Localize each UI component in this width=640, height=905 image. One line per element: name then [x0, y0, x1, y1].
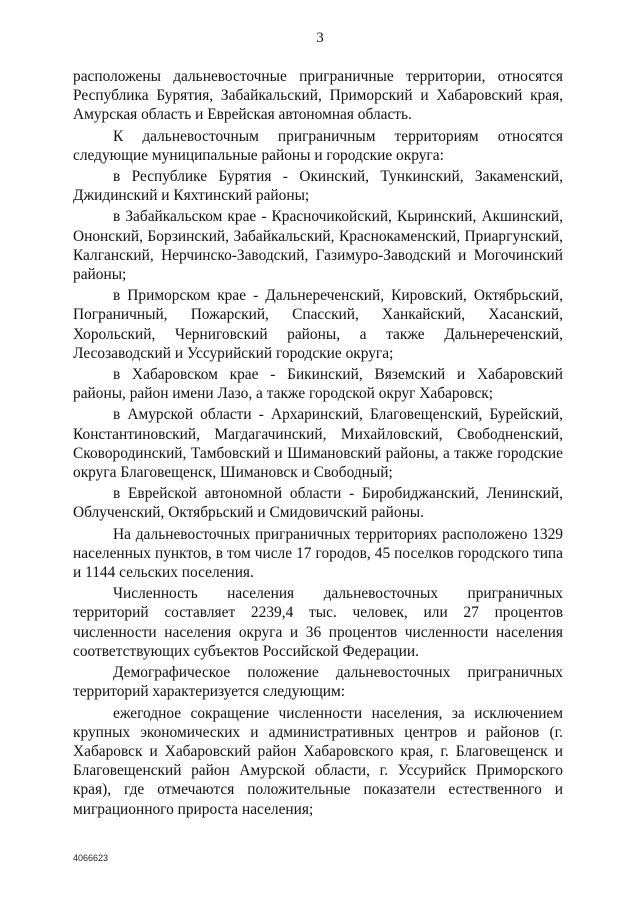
- paragraph-zabaikalsky: в Забайкальском крае - Красночикойский, Кыринский, Акшинский, Ононский, Борзинский, Забайкальский, Краснокаменский, Приаргунский, Калганский, Нерчинско-Заводский, Газимуро-Заводский и Могочинский районы;: [73, 208, 563, 284]
- paragraph-amur: в Амурской области - Архаринский, Благовещенский, Бурейский, Константиновский, Магдагачинский, Михайловский, Свободненский, Сковородинский, Тамбовский и Шимановский районы, а также городские округа Благовещенск, Шимановск и Свободный;: [73, 406, 563, 482]
- document-body: [73, 67, 563, 821]
- page-number: 3: [316, 30, 324, 46]
- paragraph-buryatia: в Республике Бурятия - Окинский, Тункинский, Закаменский, Джидинский и Кяхтинский районы;: [73, 168, 563, 205]
- paragraph-primorsky: в Приморском крае - Дальнереченский, Кировский, Октябрьский, Пограничный, Пожарский, Спасский, Ханкайский, Хасанский, Хорольский, Черниговский районы, а также Дальнереченский, Лесозаводский и Уссурийский городские округа;: [73, 287, 563, 362]
- paragraph-territories-intro: К дальневосточным приграничным территориям относятся следующие муниципальные районы и городские округа:: [73, 127, 563, 164]
- paragraph-settlements: На дальневосточных приграничных территориях расположено 1329 населенных пунктов, в том числе 17 городов, 45 поселков городского типа и 1144 сельских поселения.: [73, 525, 563, 582]
- paragraph-continuation: расположены дальневосточные приграничные территории, относятся Республика Бурятия, Забайкальский, Приморский и Хабаровский края, Амурская область и Еврейская автономная область.: [73, 68, 563, 124]
- paragraph-khabarovsk: в Хабаровском крае - Бикинский, Вяземский и Хабаровский районы, район имени Лазо, а также городской округ Хабаровск;: [73, 366, 563, 403]
- paragraph-population: Численность населения дальневосточных приграничных территорий составляет 2239,4 тыс. человек, или 27 процентов численности населения округа и 36 процентов численности населения соответствующих субъектов Российской Федерации.: [73, 585, 563, 660]
- paragraph-jewish-ao: в Еврейской автономной области - Биробиджанский, Ленинский, Облученский, Октябрьский и Смидовичский районы.: [73, 485, 563, 522]
- paragraph-population-decline: ежегодное сокращение численности населения, за исключением крупных экономических и административных центров и районов (г. Хабаровск и Хабаровский район Хабаровского края, г. Благовещенск и Благовещенский район Амурской области, г. Уссурийск Приморского края), где отмечаются положительные показатели естественного и миграционного прироста населения;: [73, 704, 563, 818]
- paragraph-demographics: Демографическое положение дальневосточных приграничных территорий характеризуется следующим:: [73, 664, 563, 701]
- document-code: 4066623: [73, 853, 109, 863]
